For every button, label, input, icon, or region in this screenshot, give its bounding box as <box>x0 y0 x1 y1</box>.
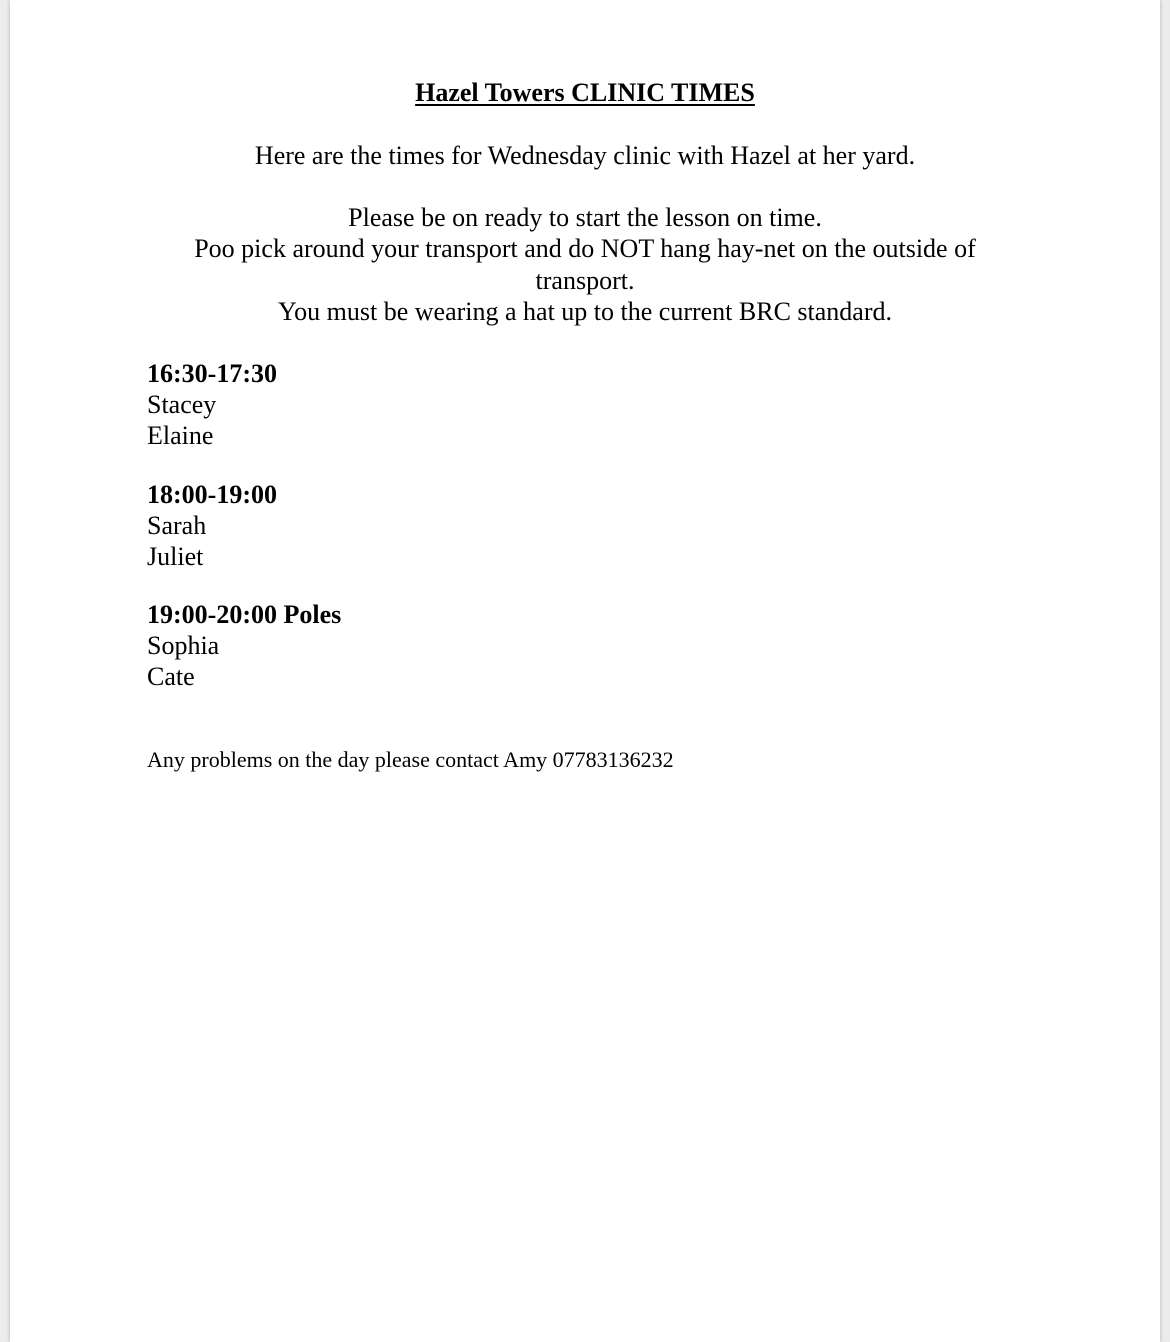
rules-block <box>160 202 1010 327</box>
slot-time: 19:00-20:00 Poles <box>147 600 342 629</box>
time-slot <box>147 358 277 451</box>
rule-line: You must be wearing a hat up to the current BRC standard. <box>277 296 893 326</box>
slot-time: 16:30-17:30 <box>147 359 277 388</box>
rider-name: Stacey <box>147 390 217 419</box>
time-slot <box>147 479 277 572</box>
rider-name: Cate <box>147 662 195 691</box>
rider-name: Juliet <box>147 542 204 571</box>
intro-text: Here are the times for Wednesday clinic with Hazel at her yard. <box>254 141 916 170</box>
document-title: Hazel Towers CLINIC TIMES <box>415 78 755 107</box>
document-page <box>10 0 1160 1342</box>
rule-line: Poo pick around your transport and do NOT hang hay-net on the outside of transport. <box>194 234 976 295</box>
contact-line: Any problems on the day please contact Amy 07783136232 <box>147 747 674 772</box>
rider-name: Sophia <box>147 631 220 660</box>
time-slot <box>147 599 341 692</box>
rule-line: Please be on ready to start the lesson on time. <box>348 203 822 232</box>
rider-name: Elaine <box>147 421 214 450</box>
slot-time: 18:00-19:00 <box>147 480 277 509</box>
rider-name: Sarah <box>147 511 207 540</box>
